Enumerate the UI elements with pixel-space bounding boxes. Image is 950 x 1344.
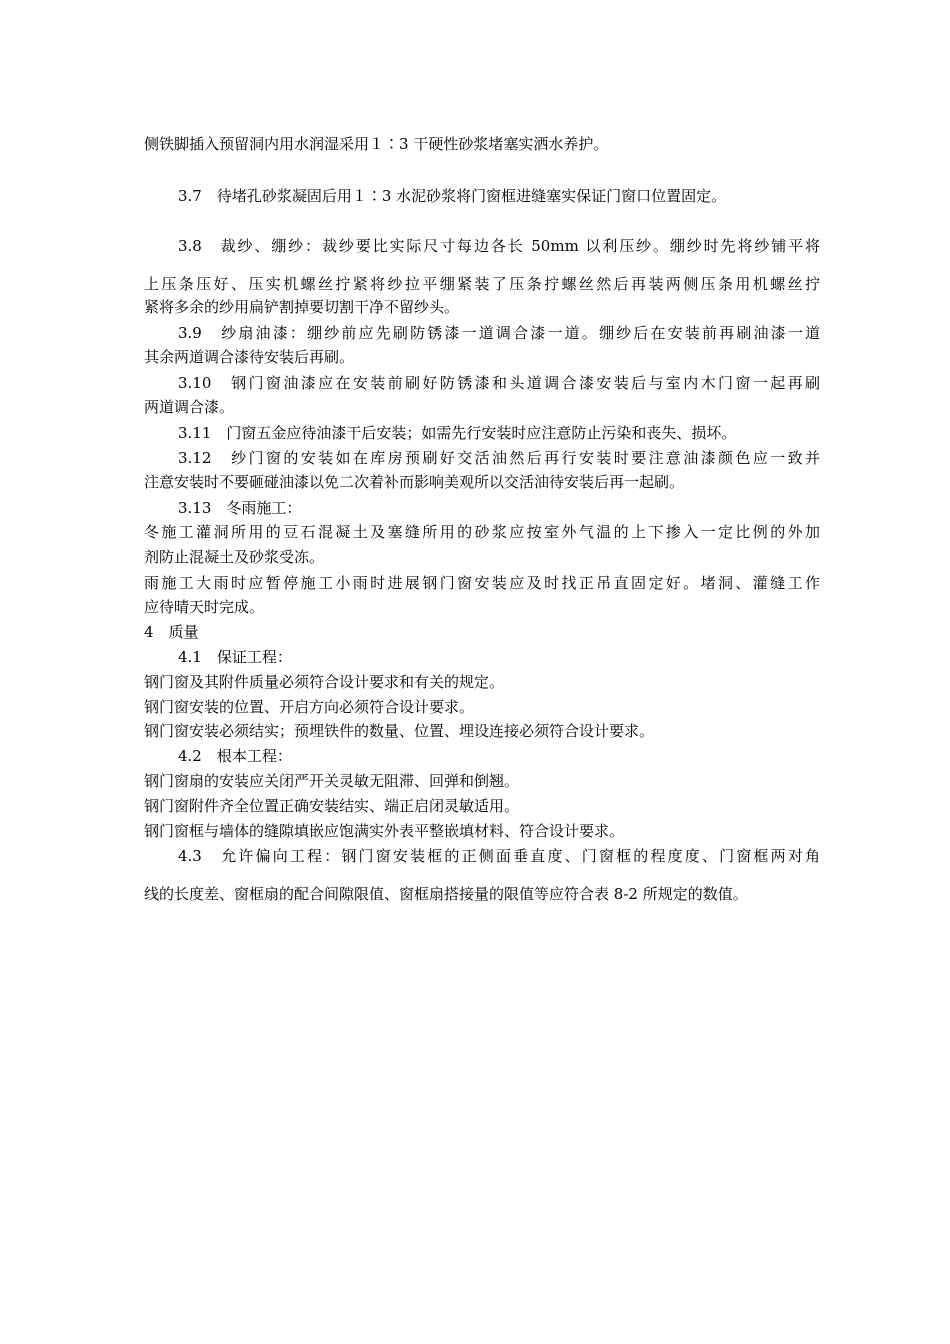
paragraph-line: 3.7 待堵孔砂浆凝固后用１∶3 水泥砂浆将门窗框进缝塞实保证门窗口位置固定。: [178, 187, 727, 205]
paragraph-line: 钢门窗安装的位置、开启方向必须符合设计要求。: [144, 698, 475, 716]
paragraph-line: 侧铁脚插入预留洞内用水润湿采用１∶3 干硬性砂浆堵塞实洒水养护。: [144, 135, 609, 153]
paragraph-line: 两道调合漆。: [144, 398, 235, 416]
paragraph-line: 3.12 纱门窗的安装如在库房预刷好交活油然后再行安装时要注意油漆颜色应一致并: [178, 449, 820, 467]
paragraph-line: 应待晴天时完成。: [144, 598, 265, 616]
paragraph-line: 其余两道调合漆待安装后再刷。: [144, 348, 355, 366]
paragraph-line: 线的长度差、窗框扇的配合间隙限值、窗框扇搭接量的限值等应符合表 8-2 所规定的数值。: [144, 885, 748, 903]
paragraph-line: 钢门窗及其附件质量必须符合设计要求和有关的规定。: [144, 673, 505, 691]
paragraph-line: 钢门窗框与墙体的缝隙填嵌应饱满实外表平整嵌填材料、符合设计要求。: [144, 822, 625, 840]
paragraph-line: 3.8 裁纱、绷纱：裁纱要比实际尺寸每边各长 50mm 以利压纱。绷纱时先将纱铺平将: [178, 237, 820, 255]
paragraph-line: 钢门窗扇的安装应关闭严开关灵敏无阻滞、回弹和倒翘。: [144, 772, 520, 790]
paragraph-line: 上压条压好、压实机螺丝拧紧将纱拉平绷紧装了压条拧螺丝然后再装两侧压条用机螺丝拧: [144, 275, 820, 293]
paragraph-line: 冬施工灌洞所用的豆石混凝土及塞缝所用的砂浆应按室外气温的上下掺入一定比例的外加: [144, 523, 820, 541]
paragraph-line: 3.10 钢门窗油漆应在安装前刷好防锈漆和头道调合漆安装后与室内木门窗一起再刷: [178, 374, 820, 392]
paragraph-line: 3.11 门窗五金应待油漆干后安装；如需先行安装时应注意防止污染和丧失、损坏。: [178, 424, 737, 442]
paragraph-line: 钢门窗附件齐全位置正确安装结实、端正启闭灵敏适用。: [144, 797, 520, 815]
paragraph-line: 剂防止混凝土及砂浆受冻。: [144, 548, 325, 566]
section-heading: 3.13 冬雨施工：: [178, 499, 302, 517]
section-heading: 4.1 保证工程：: [178, 648, 292, 666]
paragraph-line: 注意安装时不要砸碰油漆以免二次着补而影响美观所以交活油待安装后再一起刷。: [144, 473, 685, 491]
section-heading: 4.2 根本工程：: [178, 747, 292, 765]
paragraph-line: 3.9 纱扇油漆：绷纱前应先刷防锈漆一道调合漆一道。绷纱后在安装前再刷油漆一道: [178, 324, 820, 342]
paragraph-line: 雨施工大雨时应暂停施工小雨时进展钢门窗安装应及时找正吊直固定好。堵洞、灌缝工作: [144, 574, 820, 592]
paragraph-line: 4.3 允许偏向工程：钢门窗安装框的正侧面垂直度、门窗框的程度度、门窗框两对角: [178, 847, 820, 865]
paragraph-line: 紧将多余的纱用扁铲割掉要切割干净不留纱头。: [144, 298, 460, 316]
section-heading: 4 质量: [144, 623, 199, 641]
paragraph-line: 钢门窗安装必须结实；预埋铁件的数量、位置、埋设连接必须符合设计要求。: [144, 722, 655, 740]
